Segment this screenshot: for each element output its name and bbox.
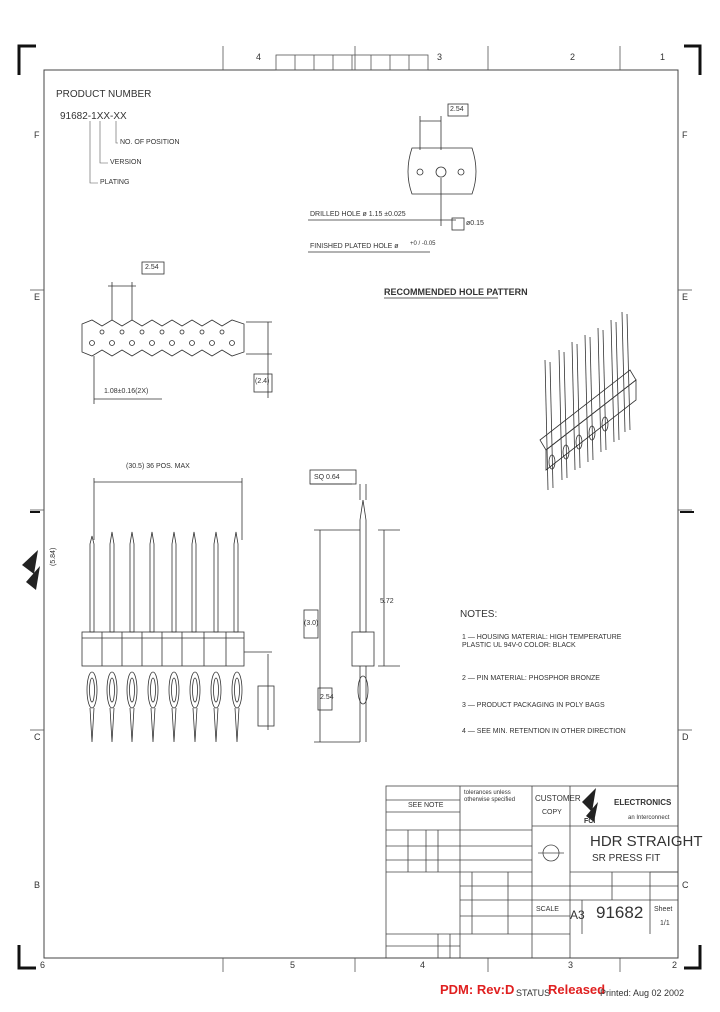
border-mark-bottom-2: 5 xyxy=(290,960,296,970)
border-mark-right-2: E xyxy=(682,292,689,302)
status-label: STATUS xyxy=(516,988,551,998)
fci-logo xyxy=(582,788,598,822)
top-view-pitch: 2.54 xyxy=(145,264,159,271)
border-mark-bottom-5: 2 xyxy=(672,960,678,970)
border-mark-left-2: E xyxy=(34,292,41,302)
side-view-bottom-dim: 2.54 xyxy=(320,694,334,701)
company-name: ELECTRONICS xyxy=(614,798,672,807)
front-view-drawing xyxy=(82,478,274,742)
hole-pattern-title: RECOMMENDED HOLE PATTERN xyxy=(384,287,528,297)
fci-side-dim: (5.84) xyxy=(50,547,57,566)
side-view-mid-dim: (3.0) xyxy=(304,620,319,627)
border-mark-top-2: 3 xyxy=(437,52,443,62)
drawing-size: A3 xyxy=(570,908,585,922)
border-mark-left-4: B xyxy=(34,880,41,890)
note-item-1: 1 — HOUSING MATERIAL: HIGH TEMPERATURE PLASTIC UL 94V-0 COLOR: BLACK xyxy=(462,634,622,649)
border-mark-right-3: D xyxy=(682,732,689,742)
border-mark-left-3: C xyxy=(34,732,41,742)
printed-date: Printed: Aug 02 2002 xyxy=(600,988,685,998)
drawing-title: HDR STRAIGHT xyxy=(590,833,703,850)
border-mark-left-1: F xyxy=(34,130,40,140)
code-legend-plating: PLATING xyxy=(100,179,130,186)
finished-hole-label: FINISHED PLATED HOLE ø xyxy=(310,243,399,250)
note-item-4: 4 — SEE MIN. RETENTION IN OTHER DIRECTION xyxy=(462,728,626,735)
side-view-height-dim: 5.72 xyxy=(380,598,394,605)
border-mark-top-3: 2 xyxy=(570,52,576,62)
border-mark-top-1: 4 xyxy=(256,52,262,62)
finished-hole-tol: +0 / -0.05 xyxy=(410,241,436,247)
drawing-number: 91682 xyxy=(596,903,644,922)
border-mark-bottom-3: 4 xyxy=(420,960,426,970)
note-item-2: 2 — PIN MATERIAL: PHOSPHOR BRONZE xyxy=(462,675,600,682)
sheet-value: 1/1 xyxy=(660,920,670,927)
drawing-subtitle: SR PRESS FIT xyxy=(592,853,661,864)
fci-logo-text: FCI xyxy=(584,818,596,825)
side-view-drawing xyxy=(304,470,400,742)
sheet-label: Sheet xyxy=(654,906,673,913)
scale-label: SCALE xyxy=(536,906,559,913)
hole-pitch-dim: 2.54 xyxy=(450,106,464,113)
hole-tolerance: ø0.15 xyxy=(466,220,484,227)
note-item-3: 3 — PRODUCT PACKAGING IN POLY BAGS xyxy=(462,702,605,709)
title-block xyxy=(386,786,678,958)
top-view-length: 1.08±0.16(2X) xyxy=(104,388,149,395)
product-number-label: PRODUCT NUMBER xyxy=(56,89,152,100)
customer-copy: COPY xyxy=(542,809,562,816)
fci-side-logo xyxy=(22,550,40,590)
border-mark-bottom-1: 6 xyxy=(40,960,46,970)
status-value: Released xyxy=(548,982,606,997)
isometric-view-drawing xyxy=(540,312,636,490)
tolerance-label: tolerances unless otherwise specified xyxy=(464,790,516,803)
top-view-side: (2.4) xyxy=(255,378,270,385)
notes-title: NOTES: xyxy=(460,609,498,620)
front-view-length: (30.5) 36 POS. MAX xyxy=(126,463,190,470)
border-mark-right-4: C xyxy=(682,880,689,890)
pdm-revision: PDM: Rev:D xyxy=(440,982,515,997)
border-mark-bottom-4: 3 xyxy=(568,960,574,970)
rev-header: SEE NOTE xyxy=(408,802,444,809)
hole-pattern-drawing xyxy=(308,104,476,252)
customer-label: CUSTOMER xyxy=(535,794,581,803)
code-legend-positions: NO. OF POSITION xyxy=(120,139,180,146)
side-view-top-dim: SQ 0.64 xyxy=(314,474,340,481)
code-legend-version: VERSION xyxy=(110,159,142,166)
product-code: 91682-1XX-XX xyxy=(60,111,127,122)
top-view-drawing xyxy=(82,262,272,404)
border-mark-right-1: F xyxy=(682,130,688,140)
company-sub: an Interconnect xyxy=(628,815,670,821)
border-mark-top-4: 1 xyxy=(660,52,666,62)
drilled-hole-label: DRILLED HOLE ø 1.15 ±0.025 xyxy=(310,211,406,218)
